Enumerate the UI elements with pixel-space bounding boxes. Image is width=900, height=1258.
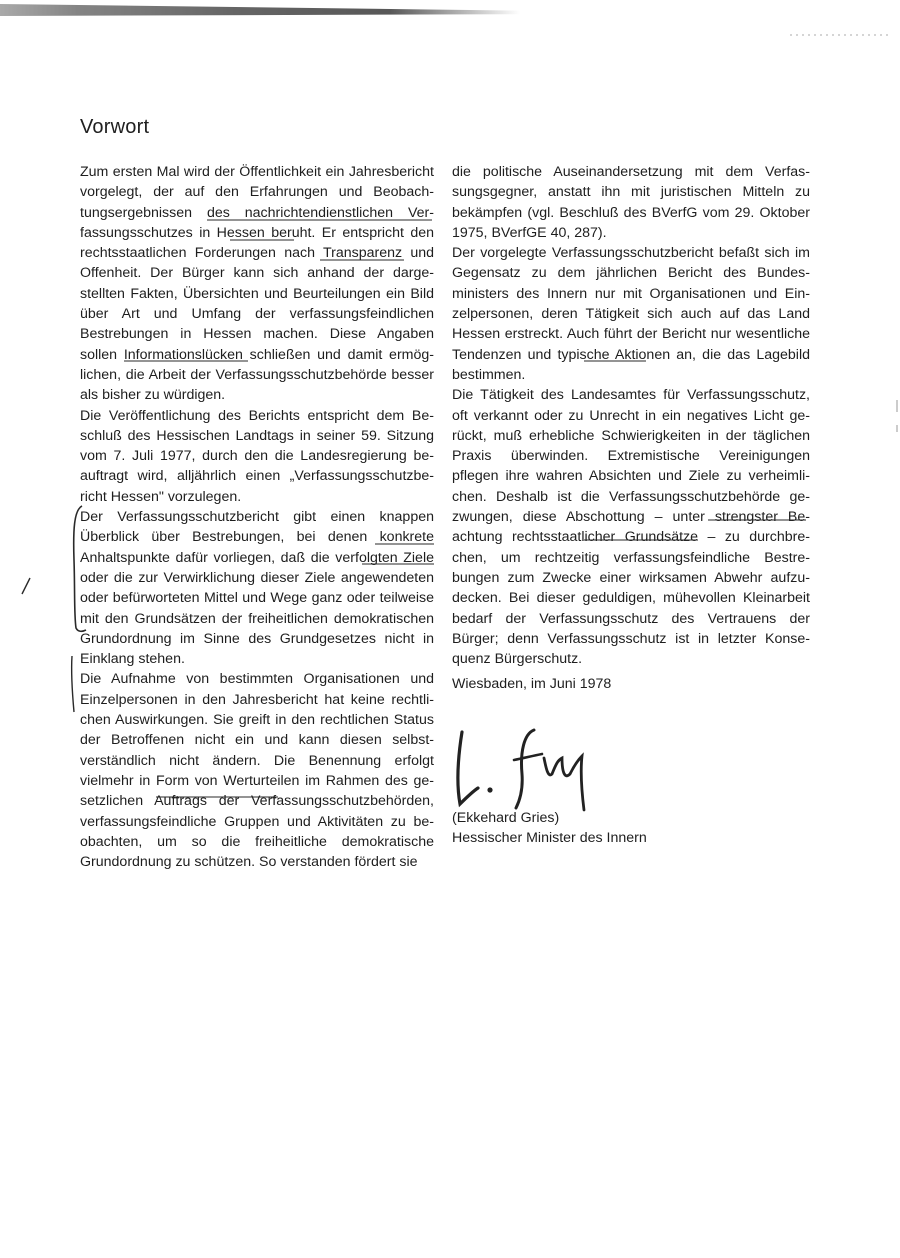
paragraph: die politische Auseinandersetzung mit dem Verfassungsgegner, anstatt ihn mit juristischen Mitteln zu bekämpfen (vgl. Beschluß des BVerfG vom 29. Oktober 1975, BVerfGE 40, 287). bbox=[452, 164, 810, 241]
scan-noise bbox=[790, 34, 890, 36]
right-column bbox=[452, 162, 810, 669]
scan-edge-shadow bbox=[0, 4, 520, 16]
signer-block bbox=[452, 808, 647, 848]
margin-bracket bbox=[72, 656, 74, 712]
paragraph: Die Tätigkeit des Landesamtes für Verfassungsschutz, oft verkannt oder zu Unrecht in ein negatives Licht gerückt, muß erhebliche Schwierigkeiten in der täglichen Praxis überwinden. Extremistische Vereinigungen pflegen ihre wahren Absichten und Ziele zu verheimlichen. Deshalb ist die Verfassungsschutzbehörde gezwungen, diese Abschottung – unter strengster Beachtung rechtsstaatlicher Grundsätze – zu durchbrechen, um rechtzeitig verfassungsfeindliche Bestrebungen zum Zwecke einer wirksamen Abwehr aufzudecken. Bei dieser geduldigen, mühevollen Kleinarbeit bedarf der Verfassungsschutz des Vertrauens der Bürger; denn Verfassungsschutz ist in letzter Konsequenz Bürgerschutz. bbox=[452, 387, 810, 668]
page-title: Vorwort bbox=[80, 116, 150, 138]
place-date: Wiesbaden, im Juni 1978 bbox=[452, 676, 612, 692]
signer-title: Hessischer Minister des Innern bbox=[452, 830, 647, 846]
paragraph: Zum ersten Mal wird der Öffentlichkeit ein Jahresbericht vorgelegt, der auf den Erfahrungen und Beobachtungsergebnissen des nachrichtendienstlichen Verfassungsschutzes in Hessen beruht. Er entspricht den rechtsstaatlichen Forderungen nach Transparenz und Offenheit. Der Bürger kann sich anhand der dargestellten Fakten, Übersichten und Beurteilungen ein Bild über Art und Umfang der verfassungsfeindlichen Bestrebungen in Hessen machen. Diese Angaben sollen Informationslücken schließen und damit ermöglichen, die Arbeit der Verfassungsschutzbehörde besser als bisher zu würdigen. bbox=[80, 164, 434, 404]
paragraph: Der Verfassungsschutzbericht gibt einen knappen Überblick über Bestrebungen, bei denen konkrete Anhaltspunkte dafür vorliegen, daß die verfolgten Ziele oder die zur Verwirklichung dieser Ziele angewendeten oder befürworteten Mittel und Wege ganz oder teilweise mit den Grundsätzen der freiheitlichen demokratischen Grundordnung im Sinne des Grundgesetzes nicht in Einklang stehen. bbox=[80, 509, 434, 668]
paragraph: Der vorgelegte Verfassungsschutzbericht befaßt sich im Gegensatz zu dem jährlichen Bericht des Bundesministers des Innern nur mit Organisationen und Einzelpersonen, deren Tätigkeit sich auch auf das Land Hessen erstreckt. Auch führt der Bericht nur wesentliche Tendenzen und typische Aktionen an, die das Lagebild bestimmen. bbox=[452, 245, 810, 383]
margin-tick bbox=[22, 578, 30, 594]
paragraph: Die Veröffentlichung des Berichts entspricht dem Beschluß des Hessischen Landtags in seiner 59. Sitzung vom 7. Juli 1977, durch den die Landesregierung beauftragt wird, alljährlich einen „Verfassungsschutzbericht Hessen" vorzulegen. bbox=[80, 407, 434, 505]
left-column bbox=[80, 162, 434, 872]
signature-image bbox=[448, 712, 608, 812]
signer-name: (Ekkehard Gries) bbox=[452, 810, 560, 826]
paragraph: Die Aufnahme von bestimmten Organisationen und Einzelpersonen in den Jahresbericht hat keine rechtlichen Auswirkungen. Sie greift in den rechtlichen Status der Betroffenen nicht ein und kann diesen selbstverständlich nicht ändern. Die Benennung erfolgt vielmehr in Form von Werturteilen im Rahmen des gesetzlichen Auftrags der Verfassungsschutzbehörden, verfassungsfeindliche Gruppen und Aktivitäten zu beobachten, um so die freiheitliche demokratische Grundordnung zu schützen. So verstanden fördert sie bbox=[80, 671, 434, 871]
